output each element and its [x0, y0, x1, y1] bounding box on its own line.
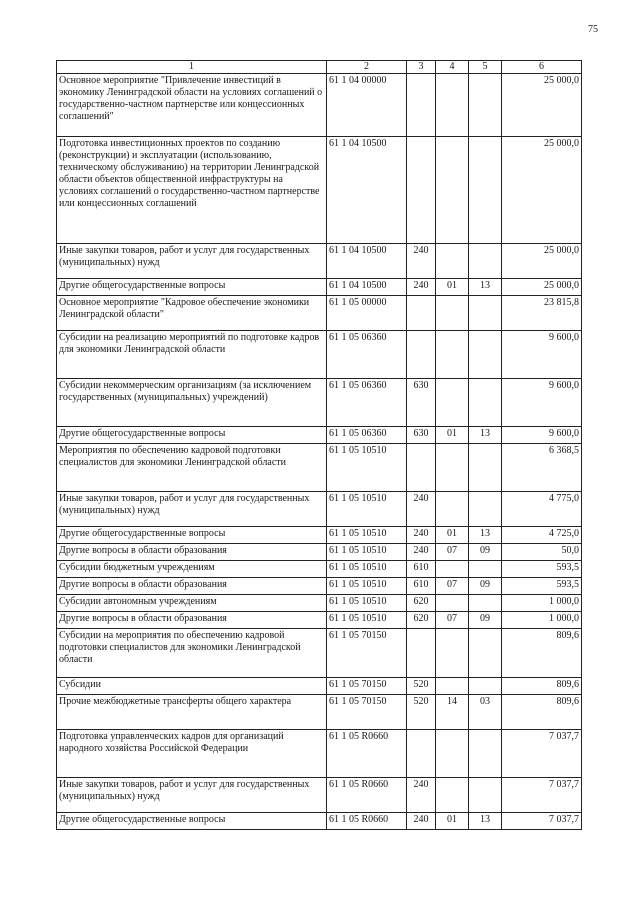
table-cell-amount: 25 000,0: [502, 244, 582, 279]
table-cell-name: Субсидии на мероприятия по обеспечению кадровой подготовки специалистов для экономики Ленинградской области: [57, 629, 327, 678]
table-cell-name: Другие общегосударственные вопросы: [57, 279, 327, 296]
table-cell-c3: 610: [407, 578, 436, 595]
table-cell-name: Иные закупки товаров, работ и услуг для государственных (муниципальных) нужд: [57, 244, 327, 279]
table-row: [57, 612, 582, 629]
table-cell-c5: 09: [469, 578, 502, 595]
table-cell-amount: 25 000,0: [502, 74, 582, 137]
table-cell-name: Другие вопросы в области образования: [57, 578, 327, 595]
table-cell-code: 61 1 05 R0660: [327, 778, 407, 813]
table-cell-c4: [436, 296, 469, 331]
table-cell-c5: [469, 678, 502, 695]
table-row: [57, 74, 582, 137]
table-cell-amount: 809,6: [502, 629, 582, 678]
table-cell-c3: 240: [407, 544, 436, 561]
table-row: [57, 331, 582, 379]
table-cell-c4: [436, 379, 469, 427]
table-cell-name: Подготовка управленческих кадров для организаций народного хозяйства Российской Федерации: [57, 730, 327, 778]
table-cell-c3: 240: [407, 527, 436, 544]
table-cell-code: 61 1 05 10510: [327, 578, 407, 595]
table-cell-c4: [436, 492, 469, 527]
table-cell-code: 61 1 05 10510: [327, 444, 407, 492]
table-cell-code: 61 1 05 06360: [327, 379, 407, 427]
table-row: [57, 730, 582, 778]
table-cell-name: Подготовка инвестиционных проектов по созданию (реконструкции) и эксплуатации (использованию, техническому обслуживанию) на территории Ленинградской области объектов общественной инфраструктуры на условиях соглашений о государственно-частном партнерстве или концессионных соглашений: [57, 137, 327, 244]
table-cell-c5: [469, 778, 502, 813]
table-cell-c5: [469, 444, 502, 492]
table-cell-code: 61 1 05 10510: [327, 595, 407, 612]
column-header: 3: [407, 61, 436, 74]
table-cell-c4: [436, 561, 469, 578]
table-cell-amount: 50,0: [502, 544, 582, 561]
table-cell-c3: 630: [407, 379, 436, 427]
table-row: [57, 427, 582, 444]
table-cell-amount: 7 037,7: [502, 813, 582, 830]
table-row: [57, 279, 582, 296]
table-cell-name: Субсидии: [57, 678, 327, 695]
table-cell-c4: 01: [436, 427, 469, 444]
table-cell-code: 61 1 05 10510: [327, 492, 407, 527]
table-cell-amount: 6 368,5: [502, 444, 582, 492]
table-cell-name: Другие общегосударственные вопросы: [57, 813, 327, 830]
table-cell-c5: [469, 74, 502, 137]
table-cell-name: Основное мероприятие "Кадровое обеспечение экономики Ленинградской области": [57, 296, 327, 331]
table-cell-code: 61 1 05 06360: [327, 427, 407, 444]
table-cell-amount: 4 775,0: [502, 492, 582, 527]
table-cell-c4: [436, 678, 469, 695]
page-number: 75: [588, 24, 598, 35]
table-cell-c5: 13: [469, 279, 502, 296]
table-cell-c4: 01: [436, 813, 469, 830]
table-cell-code: 61 1 05 10510: [327, 561, 407, 578]
table-cell-amount: 809,6: [502, 678, 582, 695]
table-cell-c5: [469, 629, 502, 678]
table-cell-code: 61 1 05 R0660: [327, 813, 407, 830]
table-cell-code: 61 1 04 00000: [327, 74, 407, 137]
table-cell-c4: 14: [436, 695, 469, 730]
table-cell-name: Основное мероприятие "Привлечение инвестиций в экономику Ленинградской области на условиях соглашений о государственно-частном партнерстве или концессионных соглашений": [57, 74, 327, 137]
table-row: [57, 595, 582, 612]
table-cell-c5: [469, 561, 502, 578]
budget-table: [56, 60, 582, 830]
table-cell-c3: 240: [407, 813, 436, 830]
table-cell-c4: [436, 778, 469, 813]
table-cell-code: 61 1 05 06360: [327, 331, 407, 379]
table-cell-code: 61 1 05 10510: [327, 527, 407, 544]
table-cell-c4: 01: [436, 279, 469, 296]
table-cell-name: Иные закупки товаров, работ и услуг для государственных (муниципальных) нужд: [57, 492, 327, 527]
table-cell-c3: [407, 629, 436, 678]
table-cell-c3: 520: [407, 695, 436, 730]
table-cell-c3: [407, 331, 436, 379]
table-cell-name: Другие общегосударственные вопросы: [57, 427, 327, 444]
table-body: [57, 74, 582, 830]
table-row: [57, 527, 582, 544]
table-cell-amount: 25 000,0: [502, 279, 582, 296]
table-cell-c3: 240: [407, 279, 436, 296]
table-cell-c5: [469, 379, 502, 427]
table-cell-code: 61 1 04 10500: [327, 137, 407, 244]
table-cell-c4: [436, 244, 469, 279]
table-cell-c3: 520: [407, 678, 436, 695]
table-cell-amount: 9 600,0: [502, 379, 582, 427]
table-cell-c5: [469, 244, 502, 279]
table-cell-name: Другие вопросы в области образования: [57, 544, 327, 561]
table-cell-code: 61 1 05 70150: [327, 678, 407, 695]
table-header-row: [57, 61, 582, 74]
table-cell-c5: [469, 137, 502, 244]
table-row: [57, 695, 582, 730]
table-row: [57, 578, 582, 595]
table-row: [57, 492, 582, 527]
table-cell-name: Субсидии бюджетным учреждениям: [57, 561, 327, 578]
table-cell-c5: 13: [469, 527, 502, 544]
table-row: [57, 244, 582, 279]
table-cell-c4: [436, 331, 469, 379]
table-cell-c3: [407, 137, 436, 244]
table-cell-c4: 07: [436, 578, 469, 595]
table-row: [57, 296, 582, 331]
table-cell-amount: 593,5: [502, 578, 582, 595]
table-cell-c3: 240: [407, 244, 436, 279]
table-cell-c3: 620: [407, 595, 436, 612]
table-row: [57, 629, 582, 678]
table-row: [57, 778, 582, 813]
table-cell-amount: 1 000,0: [502, 595, 582, 612]
table-cell-c4: 01: [436, 527, 469, 544]
table-cell-c3: 620: [407, 612, 436, 629]
table-cell-c5: 03: [469, 695, 502, 730]
table-cell-name: Субсидии некоммерческим организациям (за исключением государственных (муниципальных) учреждений): [57, 379, 327, 427]
table-cell-amount: 593,5: [502, 561, 582, 578]
table-row: [57, 444, 582, 492]
table-cell-c5: [469, 492, 502, 527]
table-cell-c3: [407, 296, 436, 331]
table-cell-name: Другие вопросы в области образования: [57, 612, 327, 629]
table-cell-c4: [436, 730, 469, 778]
table-cell-name: Прочие межбюджетные трансферты общего характера: [57, 695, 327, 730]
column-header: 6: [502, 61, 582, 74]
table-cell-c4: 07: [436, 612, 469, 629]
column-header: 2: [327, 61, 407, 74]
table-row: [57, 813, 582, 830]
table-cell-amount: 809,6: [502, 695, 582, 730]
table-cell-c5: [469, 296, 502, 331]
table-cell-amount: 7 037,7: [502, 730, 582, 778]
table-cell-code: 61 1 05 70150: [327, 629, 407, 678]
table-cell-name: Мероприятия по обеспечению кадровой подготовки специалистов для экономики Ленинградской области: [57, 444, 327, 492]
table-row: [57, 561, 582, 578]
table-cell-name: Субсидии автономным учреждениям: [57, 595, 327, 612]
table-cell-c4: [436, 629, 469, 678]
table-cell-name: Субсидии на реализацию мероприятий по подготовке кадров для экономики Ленинградской области: [57, 331, 327, 379]
table-cell-amount: 25 000,0: [502, 137, 582, 244]
table-cell-c3: [407, 444, 436, 492]
column-header: 1: [57, 61, 327, 74]
table-cell-c5: 13: [469, 427, 502, 444]
table-cell-amount: 4 725,0: [502, 527, 582, 544]
table-cell-amount: 7 037,7: [502, 778, 582, 813]
table-cell-name: Иные закупки товаров, работ и услуг для государственных (муниципальных) нужд: [57, 778, 327, 813]
column-header: 4: [436, 61, 469, 74]
table-cell-c4: [436, 595, 469, 612]
table-cell-c3: [407, 74, 436, 137]
table-cell-c4: [436, 444, 469, 492]
table-cell-amount: 9 600,0: [502, 331, 582, 379]
table-cell-code: 61 1 04 10500: [327, 279, 407, 296]
table-cell-code: 61 1 05 70150: [327, 695, 407, 730]
table-cell-code: 61 1 04 10500: [327, 244, 407, 279]
table-cell-c5: 13: [469, 813, 502, 830]
table-cell-name: Другие общегосударственные вопросы: [57, 527, 327, 544]
table-cell-c4: [436, 74, 469, 137]
table-cell-c5: 09: [469, 612, 502, 629]
table-cell-c3: 240: [407, 492, 436, 527]
table-cell-c3: [407, 730, 436, 778]
table-cell-c5: [469, 595, 502, 612]
column-header: 5: [469, 61, 502, 74]
table-cell-amount: 23 815,8: [502, 296, 582, 331]
table-cell-c3: 610: [407, 561, 436, 578]
table-cell-code: 61 1 05 10510: [327, 544, 407, 561]
table-cell-amount: 9 600,0: [502, 427, 582, 444]
table-cell-c3: 630: [407, 427, 436, 444]
table-cell-c3: 240: [407, 778, 436, 813]
table-cell-code: 61 1 05 10510: [327, 612, 407, 629]
table-row: [57, 379, 582, 427]
table-cell-code: 61 1 05 R0660: [327, 730, 407, 778]
table-cell-c5: [469, 331, 502, 379]
table-row: [57, 544, 582, 561]
table-cell-c4: [436, 137, 469, 244]
table-cell-c4: 07: [436, 544, 469, 561]
table-cell-c5: [469, 730, 502, 778]
table-row: [57, 678, 582, 695]
table-cell-c5: 09: [469, 544, 502, 561]
table-cell-code: 61 1 05 00000: [327, 296, 407, 331]
table-row: [57, 137, 582, 244]
table-cell-amount: 1 000,0: [502, 612, 582, 629]
